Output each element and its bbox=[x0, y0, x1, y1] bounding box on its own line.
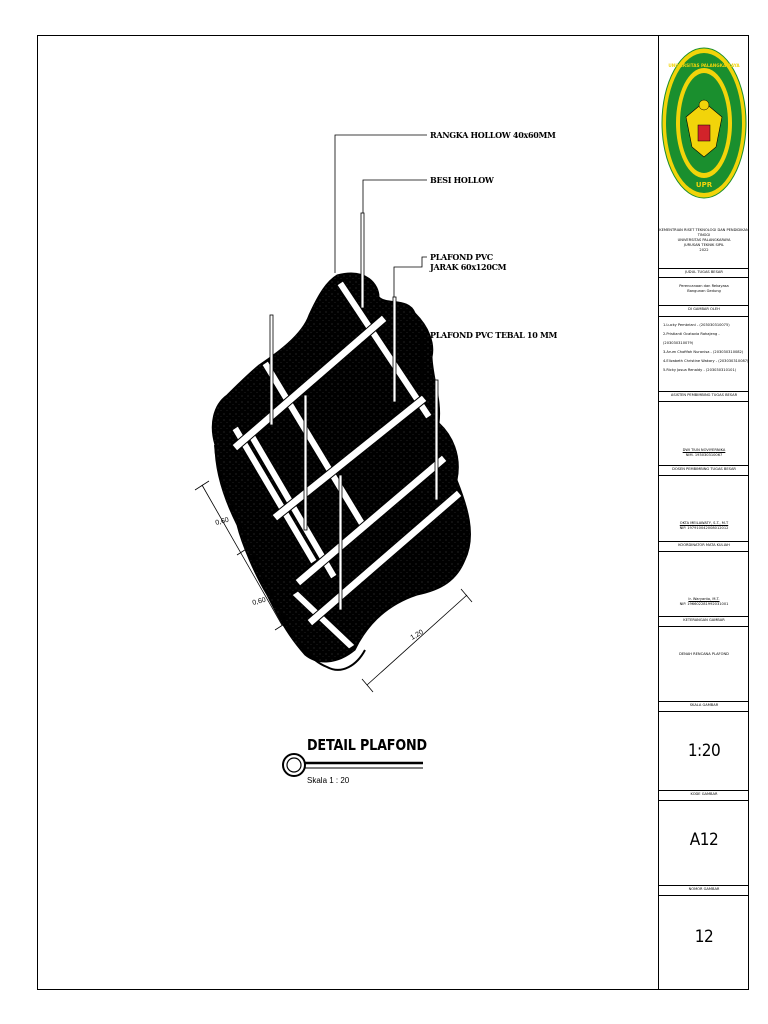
dimension-label: 0,60 bbox=[214, 516, 230, 527]
drawing-area bbox=[37, 35, 658, 990]
dosen-name: OKTA MEILAWATY, S.T., M.T bbox=[679, 521, 729, 525]
digambar-label: DI GAMBAR OLEH bbox=[688, 307, 720, 311]
dosen-nip: NIP. 197910042008012012 bbox=[679, 526, 729, 530]
judul-label: JUDUL TUGAS BESAR bbox=[685, 270, 723, 274]
kode-label: KODE GAMBAR bbox=[690, 792, 718, 796]
koordinator-name: Ir. Waryanto, M.T. bbox=[688, 597, 720, 601]
leader-line bbox=[335, 135, 427, 273]
nomor-value: 12 bbox=[694, 927, 714, 947]
keterangan-label: KETERANGAN GAMBAR bbox=[683, 618, 725, 622]
leader-line bbox=[363, 180, 427, 213]
detail-scale: Skala 1 : 20 bbox=[307, 776, 350, 785]
callout-jarak: JARAK 60x120CM bbox=[430, 262, 507, 272]
author-item: 4.Elizabeth Christine Wakary - (203030310087) bbox=[663, 359, 749, 363]
callout-besi-hollow: BESI HOLLOW bbox=[430, 175, 494, 185]
author-item: 1.Lucky Pembriani - (203030310075) bbox=[663, 323, 730, 327]
dimension-label: 0,60 bbox=[251, 596, 267, 607]
university-logo bbox=[661, 47, 747, 211]
institution-line: KEMENTRIAN RISET TEKNOLOGI DAN PENDIDIKAN TINGGI bbox=[659, 228, 749, 237]
keterangan-value: DENAH RENCANA PLAFOND bbox=[679, 652, 729, 656]
author-item: 5.Ricky Josua Renaldy - (203030310101) bbox=[663, 368, 737, 372]
detail-title: DETAIL PLAFOND bbox=[307, 736, 427, 754]
author-item: 2.Pristianti Ocatavia Rahajeng - (203030310079) bbox=[663, 332, 720, 345]
institution-block bbox=[659, 228, 749, 253]
hanger-rod bbox=[339, 475, 342, 610]
nomor-label: NOMOR GAMBAR bbox=[688, 887, 720, 891]
institution-line: JURUSAN TEKNIK SIPIL bbox=[683, 243, 725, 247]
judul-value bbox=[659, 284, 749, 294]
callout-rangka-hollow: RANGKA HOLLOW 40x60MM bbox=[430, 130, 556, 140]
hanger-rod bbox=[435, 380, 438, 500]
institution-line: 2022 bbox=[699, 248, 709, 252]
judul-line: Perencanaan dan Rekayasa bbox=[679, 284, 729, 288]
callout-plafond-pvc: PLAFOND PVC bbox=[430, 252, 493, 262]
author-item: 3.Arum Chofifah Nuranisa - (203030310082) bbox=[663, 350, 744, 354]
callout-pvc-tebal: PLAFOND PVC TEBAL 10 MM bbox=[430, 330, 558, 340]
logo-abbr: UPR bbox=[695, 181, 713, 189]
institution-line: UNIVERSITAS PALANGKARAYA bbox=[677, 238, 731, 242]
hanger-rod bbox=[304, 395, 307, 530]
dosen-label: DOSEN PEMBIMBING TUGAS BESAR bbox=[672, 467, 736, 471]
plafond-isometric-drawing bbox=[37, 35, 658, 990]
koordinator-label: KOORDINATOR MATA KULIAH bbox=[678, 543, 730, 547]
logo-ring-text: UNIVERSITAS PALANGKA RAYA bbox=[668, 63, 740, 68]
asisten-nim: NIM. 193030310067 bbox=[685, 453, 723, 457]
judul-line: Bangunan Gedung bbox=[687, 289, 721, 293]
hanger-rod bbox=[270, 315, 273, 425]
detail-title-symbol bbox=[283, 754, 423, 776]
skala-value: 1:20 bbox=[687, 741, 721, 761]
asisten-name: DWI TIUN NOVIYERNIKA bbox=[682, 448, 726, 452]
skala-label: SKALA GAMBAR bbox=[689, 703, 719, 707]
dimension-label: 1,20 bbox=[409, 628, 425, 642]
kode-value: A12 bbox=[689, 830, 719, 850]
asisten-label: ASISTEN PEMBIMBING TUGAS BESAR bbox=[670, 393, 738, 397]
koordinator-nip: NIP. 196602281992031001 bbox=[679, 602, 729, 606]
hanger-rod bbox=[361, 213, 364, 308]
title-block bbox=[658, 35, 749, 990]
authors-list bbox=[659, 321, 749, 375]
leader-line bbox=[394, 257, 427, 297]
hanger-rod bbox=[393, 297, 396, 402]
